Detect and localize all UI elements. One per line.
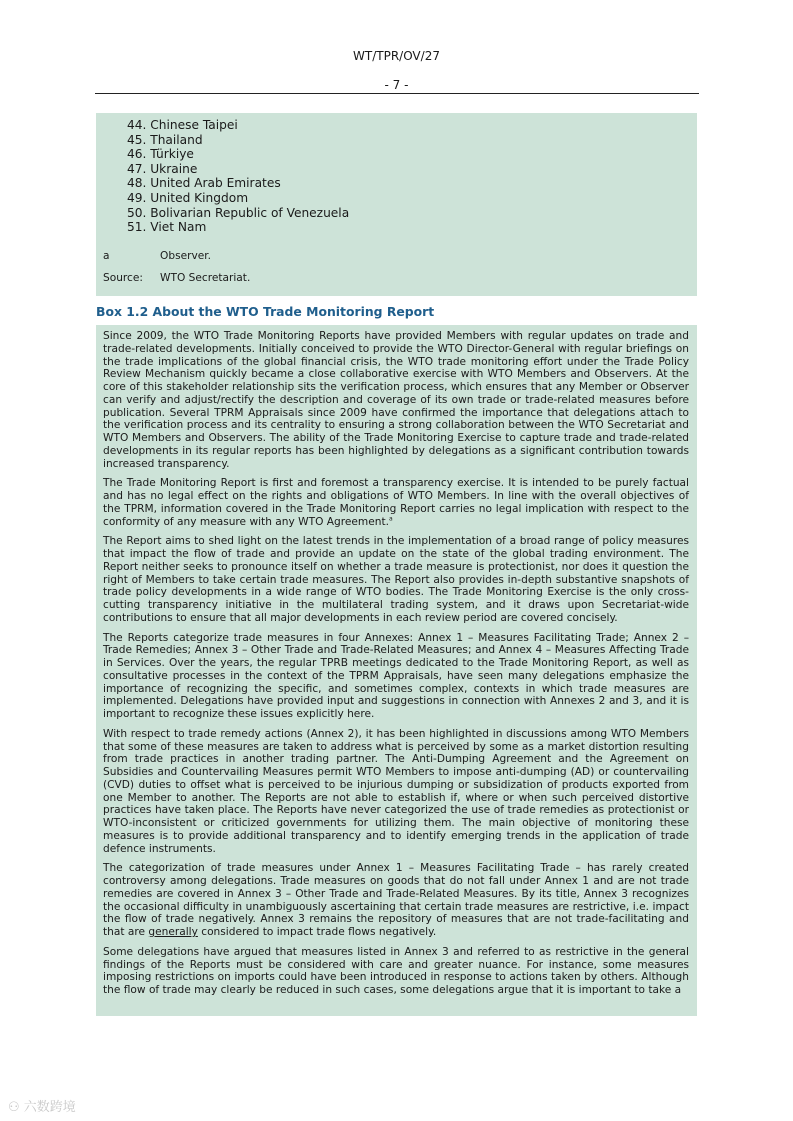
- footnote: [103, 250, 211, 263]
- paragraph-text: The Trade Monitoring Report is first and foremost a transparency exercise. It is intended to be purely factual and has no legal effect on the rights and obligations of WTO Members. In line with the overall objectives of the TPRM, information covered in the Trade Monitoring Report carries no legal implication with respect to the conformity of any measure with any WTO Agreement.: [103, 477, 689, 528]
- source-text: WTO Secretariat.: [160, 272, 251, 284]
- paragraph: Some delegations have argued that measures listed in Annex 3 and referred to as restrictive in the general findings of the Reports must be considered with care and greater nuance. For instance, some measures imposing restrictions on imports could have been introduced in response to actions taken by others. Although the flow of trade may clearly be reduced in such cases, some delegations argue that it is important to take a: [103, 945, 689, 996]
- country-list: [127, 118, 349, 235]
- paragraph-text: considered to impact trade flows negatively.: [197, 926, 437, 938]
- header-rule: [95, 93, 699, 94]
- list-item: 46. Türkiye: [127, 147, 194, 162]
- paragraph-text: The categorization of trade measures under Annex 1 – Measures Facilitating Trade – has rarely created controversy among delegations. Trade measures on goods that do not fall under Annex 1 and are not trade remedies are covered in Annex 3 – Other Trade and Trade-Related Measures. By its title, Annex 3 recognizes the occasional difficulty in unambiguously ascertaining that certain trade measures are restrictive, i.e. impact the flow of trade negatively. Annex 3 remains the repository of measures that are not trade-facilitating and that are: [103, 862, 689, 938]
- list-item: 51. Viet Nam: [127, 220, 207, 235]
- watermark: ⚇ 六数跨境: [8, 1100, 76, 1115]
- list-item: 48. United Arab Emirates: [127, 176, 281, 191]
- box-body: [96, 325, 697, 1016]
- underlined-word: generally: [148, 926, 198, 938]
- list-item: 47. Ukraine: [127, 161, 198, 176]
- footnote-key: a: [103, 250, 110, 262]
- list-item: 44. Chinese Taipei: [127, 118, 238, 132]
- paragraph: Since 2009, the WTO Trade Monitoring Reports have provided Members with regular updates on trade and trade-related developments. Initially conceived to provide the WTO Director-General with regular briefings on the trade implications of the global financial crisis, the WTO trade monitoring effort under the Trade Policy Review Mechanism quickly became a close collaborative exercise with WTO Members and Observers. At the core of this stakeholder relationship sits the verification process, which ensures that any Member or Observer can verify and adjust/rectify the description and coverage of its own trade or trade-related measures before publication. Several TPRM Appraisals since 2009 have confirmed the importance that delegations attach to the verification process and its centrality to ensuring a strong collaboration between the WTO Secretariat and WTO Members and Observers. The ability of the Trade Monitoring Exercise to capture trade and trade-related developments in its regular reports has been highlighted by delegations as a significant contribution towards increased transparency.: [103, 330, 689, 470]
- doc-code: WT/TPR/OV/27: [353, 49, 440, 63]
- source-key: Source:: [103, 272, 143, 284]
- source-note: [103, 272, 250, 285]
- footnote-marker: a: [388, 514, 393, 522]
- paragraph: The Report aims to shed light on the latest trends in the implementation of a broad range of policy measures that impact the flow of trade and provide an update on the state of the global trading environment. The Report neither seeks to pronounce itself on whether a trade measure is protectionist, nor does it question the right of Members to take certain trade measures. The Report also provides in-depth substantive snapshots of trade policy developments in a wide range of WTO bodies. The Trade Monitoring Exercise is the only cross-cutting transparency initiative in the multilateral trading system, and it draws upon Secretariat-wide contributions to ensure that all major developments in each review period are covered concisely.: [103, 535, 689, 624]
- paragraph: [103, 862, 689, 939]
- list-item: 45. Thailand: [127, 132, 203, 147]
- paragraph: With respect to trade remedy actions (Annex 2), it has been highlighted in discussions among WTO Members that some of these measures are taken to address what is perceived by some as a market distortion resulting from trade practices in another trading partner. The Anti-Dumping Agreement and the Agreement on Subsidies and Countervailing Measures permit WTO Members to impose anti-dumping (AD) or countervailing (CVD) duties to offset what is perceived to be injurious dumping or subsidization of products exported from one Member to another. The Reports are not able to establish if, where or when such perceived distortive practices have taken place. The Reports have never categorized the use of trade remedies as protectionist or WTO-inconsistent or criticized governments for utilizing them. The main objective of monitoring these measures is to provide additional transparency and to identify emerging trends in the application of trade defence instruments.: [103, 727, 689, 855]
- list-item: 49. United Kingdom: [127, 190, 249, 205]
- paragraph: The Reports categorize trade measures in four Annexes: Annex 1 – Measures Facilitating Trade; Annex 2 – Trade Remedies; Annex 3 – Other Trade and Trade-Related Measures; and Annex 4 – Measures Affecting Trade in Services. Over the years, the regular TPRB meetings dedicated to the Trade Monitoring Report, as well as consultative processes in the context of the TPRM Appraisals, have seen many delegations emphasize the importance of recognizing the specific, and sometimes complex, contexts in which trade measures are implemented. Delegations have provided input and suggestions in connection with Annexes 2 and 3, and it is important to recognize these issues explicitly here.: [103, 631, 689, 720]
- list-item: 50. Bolivarian Republic of Venezuela: [127, 205, 350, 220]
- footnote-text: Observer.: [160, 250, 211, 262]
- box-title: Box 1.2 About the WTO Trade Monitoring Report: [96, 304, 435, 319]
- page-number: - 7 -: [384, 78, 409, 92]
- paragraph: [103, 477, 689, 528]
